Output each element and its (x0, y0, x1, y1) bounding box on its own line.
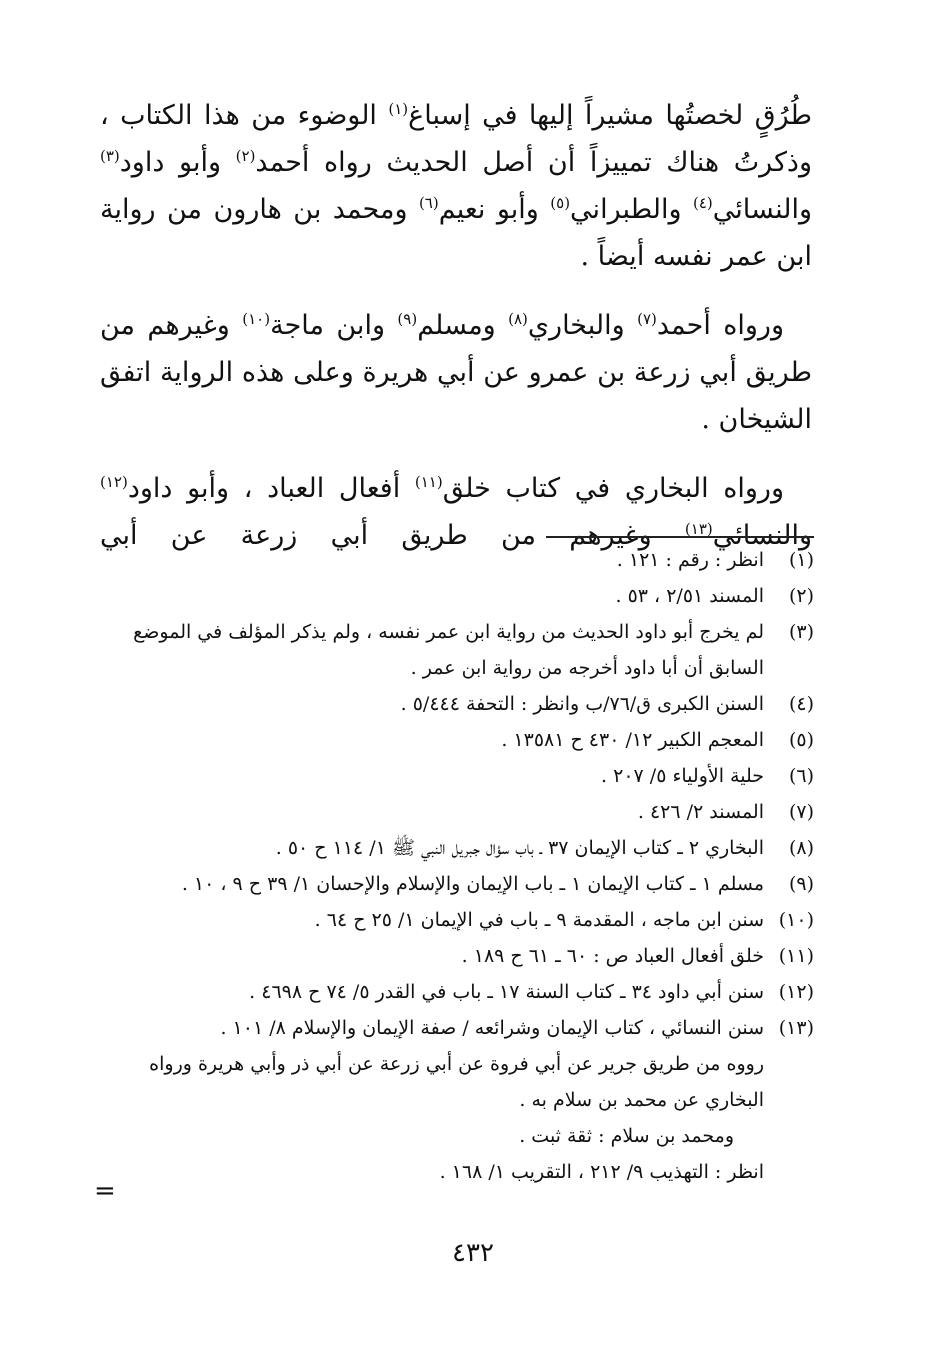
footnote-13-continuation: انظر : التهذيب ٩/ ٢١٢ ، التقريب ١/ ١٦٨ . (439, 1161, 764, 1183)
footnote-5 (108, 722, 814, 758)
footnote-separator (546, 536, 814, 538)
main-text (100, 92, 812, 559)
footnote-number: (٦) (788, 765, 814, 787)
footnote-ref-8[interactable]: (٨) (508, 310, 528, 328)
footnote-ref-6[interactable]: (٦) (418, 194, 439, 212)
footnote-7 (108, 794, 814, 830)
footnote-ref-9[interactable]: (٩) (397, 310, 418, 328)
footnote-text: سنن أبي داود ٣٤ ـ كتاب السنة ١٧ ـ باب في القدر ٥/ ٧٤ ح ٤٦٩٨ . (249, 981, 764, 1003)
footnote-8 (108, 830, 814, 866)
paragraph-3: ورواه البخاري في كتاب خلق$^{(١١)}$ أفعال العباد ، وأبو داود$^{(١٢)}$ والنسائي$^{(١٣)}$ وغيرهم من طريق أبي زرعة عن أبي (100, 473, 812, 551)
footnote-text: السنن الكبرى ق/٧٦/ب وانظر : التحفة ٥/٤٤٤ . (400, 693, 764, 715)
footnote-text: سنن النسائي ، كتاب الإيمان وشرائعه / صفة الإيمان والإسلام ٨/ ١٠١ . (220, 1017, 764, 1039)
continuation-mark: = (94, 1176, 116, 1206)
footnote-6 (108, 758, 814, 794)
footnote-number: (٧) (788, 801, 814, 823)
footnote-number: (٩) (788, 873, 814, 895)
footnote-12 (108, 974, 814, 1010)
footnote-number: (٤) (788, 693, 814, 715)
footnote-4 (108, 686, 814, 722)
footnote-text: لم يخرج أبو داود الحديث من رواية ابن عمر نفسه ، ولم يذكر المؤلف في الموضع السابق أن أبا داود أخرجه من رواية ابن عمر . (133, 621, 764, 679)
footnote-ref-12[interactable]: (١٢) (100, 473, 128, 491)
footnote-10 (108, 902, 814, 938)
footnote-ref-4[interactable]: (٤) (692, 194, 713, 212)
footnote-number: (١) (788, 549, 814, 571)
footnote-number: (٥) (788, 729, 814, 751)
paragraph-2: ورواه أحمد$^{(٧)}$ والبخاري$^{(٨)}$ ومسلم$^{(٩)}$ وابن ماجة$^{(١٠)}$ وغيرهم من طريق أبي زرعة بن عمرو عن أبي هريرة وعلى هذه الرواية اتفق الشيخان . (100, 310, 812, 435)
footnote-text: البخاري ٢ ـ كتاب الإيمان ٣٧ ـ باب سؤال جبريل النبي ﷺ ١/ ١١٤ ح ٥٠ . (275, 837, 764, 859)
footnote-number: (٢) (788, 585, 814, 607)
footnote-number: (٣) (788, 621, 814, 643)
footnote-number: (١٣) (778, 1017, 814, 1039)
footnote-9 (108, 866, 814, 902)
footnote-3 (108, 614, 814, 686)
paragraph-1: طُرُقٍ لخصتُها مشيراً إليها في إسباغ$^{(١)}$ الوضوء من هذا الكتاب ، وذكرتُ هناك تمييزاً أن أصل الحديث رواه أحمد$^{(٢)}$ وأبو داود$^{(٣)}$ والنسائي$^{(٤)}$ والطبراني$^{(٥)}$ وأبو نعيم$^{(٦)}$ ومحمد بن هارون من رواية ابن عمر نفسه أيضاً . (100, 100, 812, 272)
footnote-text: المسند ٢/ ٤٢٦ . (637, 801, 764, 823)
footnote-text: حلية الأولياء ٥/ ٢٠٧ . (601, 765, 764, 787)
page-number: ٤٣٢ (452, 1238, 494, 1268)
footnote-number: (١١) (778, 945, 814, 967)
footnote-number: (٨) (788, 837, 814, 859)
footnote-2 (108, 578, 814, 614)
footnote-ref-11[interactable]: (١١) (414, 473, 443, 491)
footnote-11 (108, 938, 814, 974)
footnote-text: المعجم الكبير ١٢/ ٤٣٠ ح ١٣٥٨١ . (501, 729, 764, 751)
footnote-text: خلق أفعال العباد ص : ٦٠ ـ ٦١ ح ١٨٩ . (461, 945, 764, 967)
footnote-ref-10[interactable]: (١٠) (242, 310, 271, 328)
footnote-number: (١٢) (778, 981, 814, 1003)
footnote-text: المسند ٢/٥١ ، ٥٣ . (615, 585, 764, 607)
footnote-text: سنن ابن ماجه ، المقدمة ٩ ـ باب في الإيمان ١/ ٢٥ ح ٦٤ . (314, 909, 764, 931)
footnote-text: انظر : رقم : ١٢١ . (616, 549, 764, 571)
footnote-1 (108, 542, 814, 578)
footnote-13 (108, 1010, 814, 1046)
footnote-ref-5[interactable]: (٥) (550, 194, 571, 212)
footnote-13-continuation: ومحمد بن سلام : ثقة ثبت . (519, 1125, 734, 1147)
footnote-ref-2[interactable]: (٢) (235, 147, 256, 165)
footnote-ref-1[interactable]: (١) (388, 100, 409, 118)
footnote-number: (١٠) (778, 909, 814, 931)
footnote-ref-13[interactable]: (١٣) (684, 520, 713, 538)
footnote-13-continuation: رووه من طريق جرير عن أبي فروة عن أبي زرعة عن أبي ذر وأبي هريرة ورواه البخاري عن محمد بن سلام به . (149, 1053, 764, 1111)
footnote-ref-3[interactable]: (٣) (100, 147, 120, 165)
footnotes (108, 542, 814, 1190)
footnote-ref-7[interactable]: (٧) (637, 310, 657, 328)
footnote-text: مسلم ١ ـ كتاب الإيمان ١ ـ باب الإيمان والإسلام والإحسان ١/ ٣٩ ح ٩ ، ١٠ . (181, 873, 764, 895)
